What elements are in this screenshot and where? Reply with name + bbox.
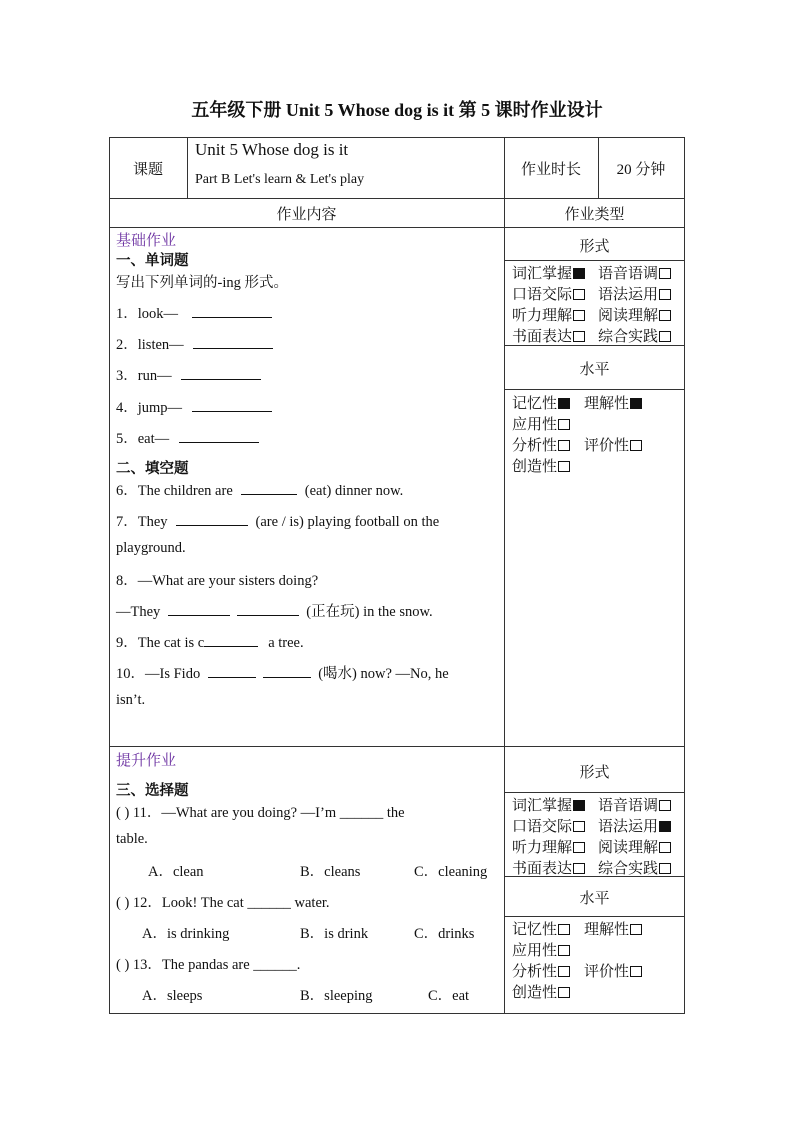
part1-instruction: 写出下列单词的-ing 形式。 bbox=[116, 275, 288, 291]
level-label: 水平 bbox=[579, 891, 610, 907]
answer-blank[interactable] bbox=[192, 305, 272, 318]
checkbox-icon[interactable] bbox=[659, 331, 671, 342]
type-option-label: 听力理解 bbox=[512, 308, 573, 324]
type-option-label: 语音语调 bbox=[598, 266, 659, 282]
checkbox-icon[interactable] bbox=[558, 924, 570, 935]
type-option bbox=[512, 283, 585, 304]
option-c[interactable]: C．eat bbox=[428, 988, 470, 1004]
checkbox-icon[interactable] bbox=[558, 966, 570, 977]
answer-blank[interactable] bbox=[181, 367, 261, 380]
checkbox-icon[interactable] bbox=[659, 289, 671, 300]
type-option bbox=[598, 836, 671, 857]
checked-box-icon[interactable] bbox=[558, 398, 570, 409]
answer-blank[interactable] bbox=[193, 336, 273, 349]
topic-main: Unit 5 Whose dog is it bbox=[195, 140, 349, 159]
answer-blank[interactable] bbox=[208, 665, 256, 678]
type-option bbox=[512, 981, 570, 1002]
type-option-label: 分析性 bbox=[512, 964, 558, 980]
level-label: 水平 bbox=[579, 362, 610, 378]
type-option-label: 创造性 bbox=[512, 459, 558, 475]
checkbox-icon[interactable] bbox=[630, 440, 642, 451]
checkbox-icon[interactable] bbox=[558, 440, 570, 451]
content-label: 作业内容 bbox=[276, 207, 337, 223]
type-option-label: 应用性 bbox=[512, 943, 558, 959]
checkbox-icon[interactable] bbox=[630, 924, 642, 935]
word-item bbox=[116, 364, 261, 385]
duration-label: 作业时长 bbox=[520, 162, 581, 178]
type-option-label: 语法运用 bbox=[598, 819, 659, 835]
word-label: 2．listen— bbox=[116, 337, 184, 353]
type-option-label: 记忆性 bbox=[512, 922, 558, 938]
option-b[interactable]: B．is drink bbox=[300, 926, 369, 942]
divider bbox=[504, 389, 685, 390]
option-c[interactable]: C．drinks bbox=[414, 926, 475, 942]
checkbox-icon[interactable] bbox=[659, 842, 671, 853]
question-7 bbox=[116, 510, 439, 531]
answer-blank[interactable] bbox=[176, 513, 248, 526]
type-option bbox=[512, 939, 570, 960]
q7-text: 7．They bbox=[116, 514, 168, 530]
word-label: 4．jump— bbox=[116, 400, 183, 416]
question-11-cont: table. bbox=[116, 831, 148, 847]
checkbox-icon[interactable] bbox=[659, 863, 671, 874]
type-option-label: 书面表达 bbox=[512, 329, 573, 345]
type-option bbox=[512, 794, 585, 815]
type-option-label: 词汇掌握 bbox=[512, 266, 573, 282]
answer-blank[interactable] bbox=[237, 603, 299, 616]
type-option-label: 听力理解 bbox=[512, 840, 573, 856]
checkbox-icon[interactable] bbox=[630, 966, 642, 977]
table-border-bottom bbox=[109, 1013, 685, 1014]
option-b[interactable]: B．cleans bbox=[300, 864, 361, 880]
q6-text-end: (eat) dinner now. bbox=[304, 483, 404, 499]
word-item bbox=[116, 396, 272, 417]
checkbox-icon[interactable] bbox=[659, 310, 671, 321]
answer-blank[interactable] bbox=[179, 430, 259, 443]
advanced-section-title: 提升作业 bbox=[116, 753, 177, 769]
question-9 bbox=[116, 631, 304, 652]
option-b[interactable]: B．sleeping bbox=[300, 988, 373, 1004]
type-label: 作业类型 bbox=[564, 207, 625, 223]
q10-text-end: (喝水) now? —No, he bbox=[318, 666, 449, 682]
type-option-label: 阅读理解 bbox=[598, 308, 659, 324]
checked-box-icon[interactable] bbox=[573, 800, 585, 811]
type-option-label: 口语交际 bbox=[512, 287, 573, 303]
word-label: 3．run— bbox=[116, 368, 172, 384]
question-10-cont: isn’t. bbox=[116, 692, 146, 708]
basic-section-title: 基础作业 bbox=[116, 233, 177, 249]
answer-blank[interactable] bbox=[263, 665, 311, 678]
checkbox-icon[interactable] bbox=[659, 800, 671, 811]
q7-text-end: (are / is) playing football on the bbox=[255, 514, 440, 530]
type-option-label: 评价性 bbox=[584, 438, 630, 454]
type-option bbox=[584, 434, 642, 455]
form-label: 形式 bbox=[579, 239, 610, 255]
table-border-left bbox=[109, 137, 110, 1014]
type-option bbox=[598, 304, 671, 325]
type-option-label: 综合实践 bbox=[598, 861, 659, 877]
type-option bbox=[598, 794, 671, 815]
word-item bbox=[116, 333, 273, 354]
question-8-answer bbox=[116, 600, 433, 621]
checkbox-icon[interactable] bbox=[573, 821, 585, 832]
type-option-label: 记忆性 bbox=[512, 396, 558, 412]
type-option bbox=[584, 960, 642, 981]
type-option-label: 阅读理解 bbox=[598, 840, 659, 856]
type-option-label: 语法运用 bbox=[598, 287, 659, 303]
q9-text-end: a tree. bbox=[268, 635, 304, 651]
checked-box-icon[interactable] bbox=[630, 398, 642, 409]
topic-sub: Part B Let's learn & Let's play bbox=[195, 172, 365, 187]
type-option-label: 综合实践 bbox=[598, 329, 659, 345]
question-11: ( ) 11．—What are you doing? —I’m ______ the bbox=[116, 805, 405, 821]
type-option bbox=[584, 392, 642, 413]
type-option bbox=[512, 304, 585, 325]
question-12: ( ) 12．Look! The cat ______ water. bbox=[116, 895, 330, 911]
type-option bbox=[512, 815, 585, 836]
form-label: 形式 bbox=[579, 765, 610, 781]
type-option bbox=[512, 455, 570, 476]
type-option bbox=[598, 325, 671, 346]
type-option bbox=[512, 960, 570, 981]
checkbox-icon[interactable] bbox=[558, 461, 570, 472]
question-10 bbox=[116, 662, 449, 683]
part3-title: 三、选择题 bbox=[116, 783, 189, 799]
divider bbox=[504, 260, 685, 261]
checkbox-icon[interactable] bbox=[573, 289, 585, 300]
type-option bbox=[512, 413, 570, 434]
type-option bbox=[584, 918, 642, 939]
divider bbox=[504, 792, 685, 793]
type-option-label: 应用性 bbox=[512, 417, 558, 433]
checkbox-icon[interactable] bbox=[558, 987, 570, 998]
type-option bbox=[512, 325, 585, 346]
type-option bbox=[512, 918, 570, 939]
question-8: 8．—What are your sisters doing? bbox=[116, 573, 319, 589]
answer-blank[interactable] bbox=[241, 482, 297, 495]
page-title: 五年级下册 Unit 5 Whose dog is it 第 5 课时作业设计 bbox=[191, 100, 603, 120]
type-option-label: 理解性 bbox=[584, 396, 630, 412]
divider bbox=[504, 137, 505, 1014]
type-option bbox=[512, 836, 585, 857]
type-option-label: 评价性 bbox=[584, 964, 630, 980]
type-option bbox=[512, 434, 570, 455]
q8-text-end: (正在玩) in the snow. bbox=[306, 604, 433, 620]
type-option bbox=[512, 392, 570, 413]
option-a[interactable]: A．sleeps bbox=[142, 988, 203, 1004]
option-a[interactable]: A．is drinking bbox=[142, 926, 230, 942]
word-item bbox=[116, 302, 272, 323]
q10-text: 10．—Is Fido bbox=[116, 666, 201, 682]
checkbox-icon[interactable] bbox=[573, 310, 585, 321]
word-label: 5．eat— bbox=[116, 431, 170, 447]
option-a[interactable]: A．clean bbox=[148, 864, 204, 880]
divider bbox=[504, 916, 685, 917]
divider bbox=[109, 746, 685, 747]
q9-text: 9．The cat is c bbox=[116, 635, 205, 651]
checkbox-icon[interactable] bbox=[573, 842, 585, 853]
duration-value: 20 分钟 bbox=[616, 162, 666, 178]
answer-blank[interactable] bbox=[168, 603, 230, 616]
option-c[interactable]: C．cleaning bbox=[414, 864, 488, 880]
type-option-label: 语音语调 bbox=[598, 798, 659, 814]
type-option-label: 理解性 bbox=[584, 922, 630, 938]
topic-label: 课题 bbox=[132, 162, 163, 178]
checkbox-icon[interactable] bbox=[558, 419, 570, 430]
checked-box-icon[interactable] bbox=[659, 821, 671, 832]
checkbox-icon[interactable] bbox=[573, 863, 585, 874]
divider bbox=[187, 137, 188, 199]
question-13: ( ) 13．The pandas are ______. bbox=[116, 957, 301, 973]
word-item bbox=[116, 427, 259, 448]
part2-title: 二、填空题 bbox=[116, 461, 189, 477]
divider bbox=[109, 227, 685, 228]
question-6 bbox=[116, 479, 403, 500]
type-option bbox=[512, 857, 585, 878]
answer-blank[interactable] bbox=[204, 634, 258, 647]
type-option bbox=[598, 283, 671, 304]
answer-blank[interactable] bbox=[192, 399, 272, 412]
table-border-right bbox=[684, 137, 685, 1014]
question-7-cont: playground. bbox=[116, 540, 186, 556]
checkbox-icon[interactable] bbox=[558, 945, 570, 956]
checkbox-icon[interactable] bbox=[573, 331, 585, 342]
checkbox-icon[interactable] bbox=[659, 268, 671, 279]
part1-title: 一、单词题 bbox=[116, 253, 189, 269]
type-option bbox=[598, 857, 671, 878]
checked-box-icon[interactable] bbox=[573, 268, 585, 279]
type-option-label: 书面表达 bbox=[512, 861, 573, 877]
type-option-label: 创造性 bbox=[512, 985, 558, 1001]
type-option bbox=[598, 815, 671, 836]
q6-text: 6．The children are bbox=[116, 483, 233, 499]
q8-text: —They bbox=[116, 604, 161, 620]
type-option bbox=[512, 262, 585, 283]
type-option-label: 分析性 bbox=[512, 438, 558, 454]
type-option bbox=[598, 262, 671, 283]
word-label: 1．look— bbox=[116, 306, 179, 322]
type-option-label: 词汇掌握 bbox=[512, 798, 573, 814]
type-option-label: 口语交际 bbox=[512, 819, 573, 835]
